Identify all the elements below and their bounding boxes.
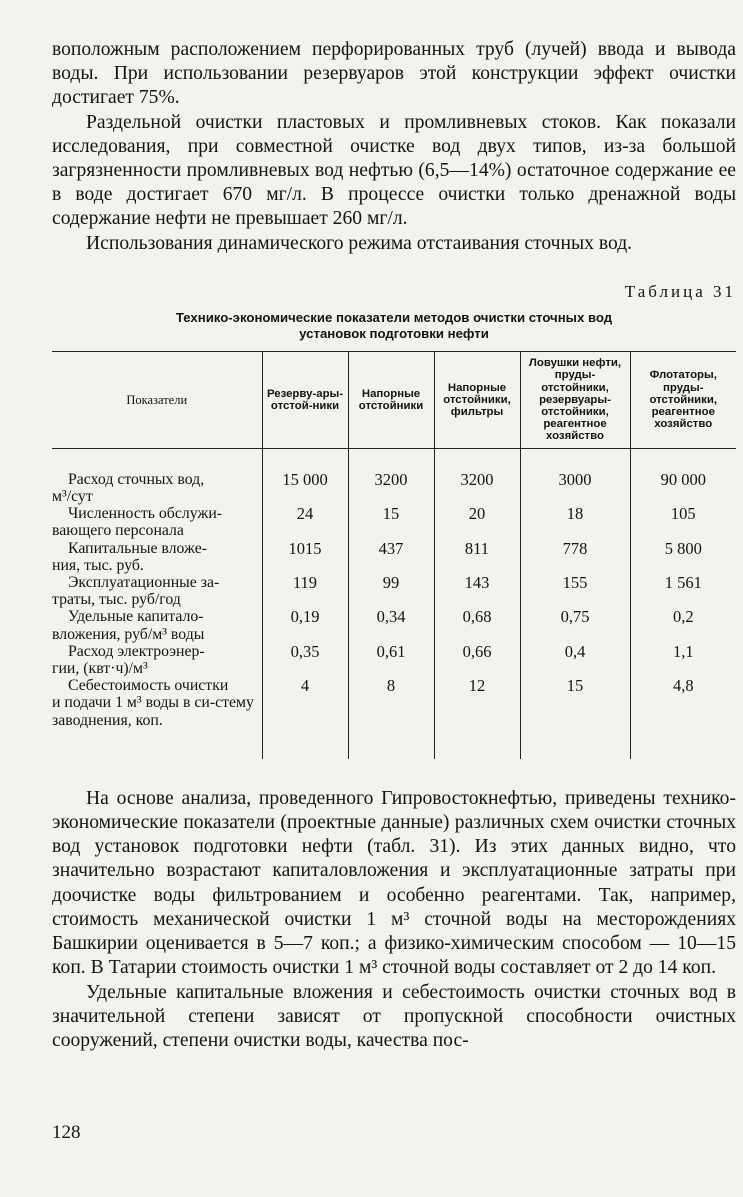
page-number: 128 [52, 1122, 81, 1143]
row-name: Расход сточных вод, [68, 470, 205, 488]
table-caption [52, 310, 736, 342]
table-cell: 99 [348, 574, 434, 608]
table-cell: 143 [434, 574, 520, 608]
table-cell: 0,4 [520, 643, 630, 677]
page-content [52, 38, 736, 1053]
table-cell: 20 [434, 505, 520, 539]
table-cell: 0,66 [434, 643, 520, 677]
table-label: Таблица 31 [624, 281, 736, 301]
header-pressure-filters: Напорные отстойники, фильтры [434, 351, 520, 448]
table-cell: 8 [348, 677, 434, 729]
row-name: Эксплуатационные за- [68, 574, 220, 592]
table-cell: 15 [520, 677, 630, 729]
row-name: Численность обслужи- [68, 505, 223, 523]
paragraph-2: Раздельной очистки пластовых и промливневых стоков. Как показали исследования, при совместной очистке вод двух типов, из-за большой загрязненности промливневых вод нефтью (6,5—14%) остаточное содержание ее в воде достигает 670 мг/л. В процессе очистки только дренажной воды содержание нефти не превышает 260 мг/л. [52, 111, 736, 230]
paragraph-4: На основе анализа, проведенного Гипровостокнефтью, приведены технико-экономические показатели (проектные данные) различных схем очистки сточных вод установок подготовки нефти (табл. 31). Из этих данных видно, что значительно возрастают капиталовложения и эксплуатационные затраты при доочистке воды фильтрованием и особенно реагентами. Так, например, стоимость механической очистки 1 м³ сточной воды на месторождениях Башкирии оценивается в 5—7 коп.; а физико-химическим способом — 10—15 коп. В Татарии стоимость очистки 1 м³ сточной воды составляет от 2 до 14 коп. [52, 787, 736, 979]
table-caption-line2: установок подготовки нефти [299, 325, 489, 341]
table-cell: 105 [630, 505, 736, 539]
table-cell: 0,75 [520, 608, 630, 642]
header-traps-reagent: Ловушки нефти, пруды-отстойники, резервуары-отстойники, реагентное хозяйство [520, 351, 630, 448]
table-cell: 1,1 [630, 643, 736, 677]
table-row [52, 505, 736, 539]
row-name-cont: вложения, руб/м³ воды [52, 625, 205, 643]
table-cell: 12 [434, 677, 520, 729]
row-name-cont: ния, тыс. руб. [52, 556, 144, 574]
paragraph-3: Использования динамического режима отстаивания сточных вод. [86, 232, 633, 254]
table-cell: 119 [262, 574, 348, 608]
row-name: Расход электроэнер- [68, 642, 205, 660]
table-cell: 15 000 [262, 471, 348, 505]
table-row [52, 540, 736, 574]
table-row [52, 471, 736, 505]
row-name-cont: вающего персонала [52, 522, 184, 540]
table-cell: 5 800 [630, 540, 736, 574]
table-cell: 18 [520, 505, 630, 539]
table-cell: 778 [520, 540, 630, 574]
table-cell: 1 561 [630, 574, 736, 608]
row-name-cont: траты, тыс. руб/год [52, 591, 181, 609]
table-cell: 4 [262, 677, 348, 729]
table-row [52, 608, 736, 642]
row-name-cont: стему заводнения, коп. [52, 694, 254, 729]
paragraph-1: воположным расположением перфорированных труб (лучей) ввода и вывода воды. При использовании резервуаров этой конструкции эффект очистки достигает 75%. [52, 39, 736, 109]
table-cell: 0,2 [630, 608, 736, 642]
header-flotators: Флотаторы, пруды-отстойники, реагентное хозяйство [630, 351, 736, 448]
table-cell: 437 [348, 540, 434, 574]
row-name: Удельные капитало- [68, 608, 204, 626]
table-cell: 15 [348, 505, 434, 539]
table-cell: 155 [520, 574, 630, 608]
table-cell: 1015 [262, 540, 348, 574]
table-cell: 0,68 [434, 608, 520, 642]
table-header-row [52, 351, 736, 448]
table-row [52, 574, 736, 608]
table-caption-line1: Технико-экономические показатели методов очистки сточных вод [175, 309, 613, 325]
row-name-cont: м³/сут [52, 488, 93, 506]
row-name: Капитальные вложе- [68, 539, 208, 557]
row-name-cont: гии, (квт·ч)/м³ [52, 660, 148, 678]
table-cell: 90 000 [630, 471, 736, 505]
table-cell: 3200 [348, 471, 434, 505]
table-row [52, 677, 736, 729]
table-cell: 811 [434, 540, 520, 574]
table-cell: 4,8 [630, 677, 736, 729]
table-row [52, 643, 736, 677]
table-cell: 0,61 [348, 643, 434, 677]
paragraph-5: Удельные капитальные вложения и себестоимость очистки сточных вод в значительной степени зависят от пропускной способности очистных сооружений, степени очистки воды, качества пос- [52, 981, 736, 1051]
header-tanks: Резерву-ары-отстой-ники [262, 351, 348, 448]
row-name-cont: и подачи 1 м³ воды в си- [52, 694, 216, 712]
data-table [52, 351, 736, 759]
table-cell: 3200 [434, 471, 520, 505]
header-indicators: Показатели [52, 351, 262, 448]
table-cell: 0,34 [348, 608, 434, 642]
table-cell: 0,35 [262, 643, 348, 677]
table-cell: 0,19 [262, 608, 348, 642]
row-name: Себестоимость очистки [68, 677, 229, 695]
table-cell: 24 [262, 505, 348, 539]
header-pressure-settlers: Напорные отстойники [348, 351, 434, 448]
table-cell: 3000 [520, 471, 630, 505]
